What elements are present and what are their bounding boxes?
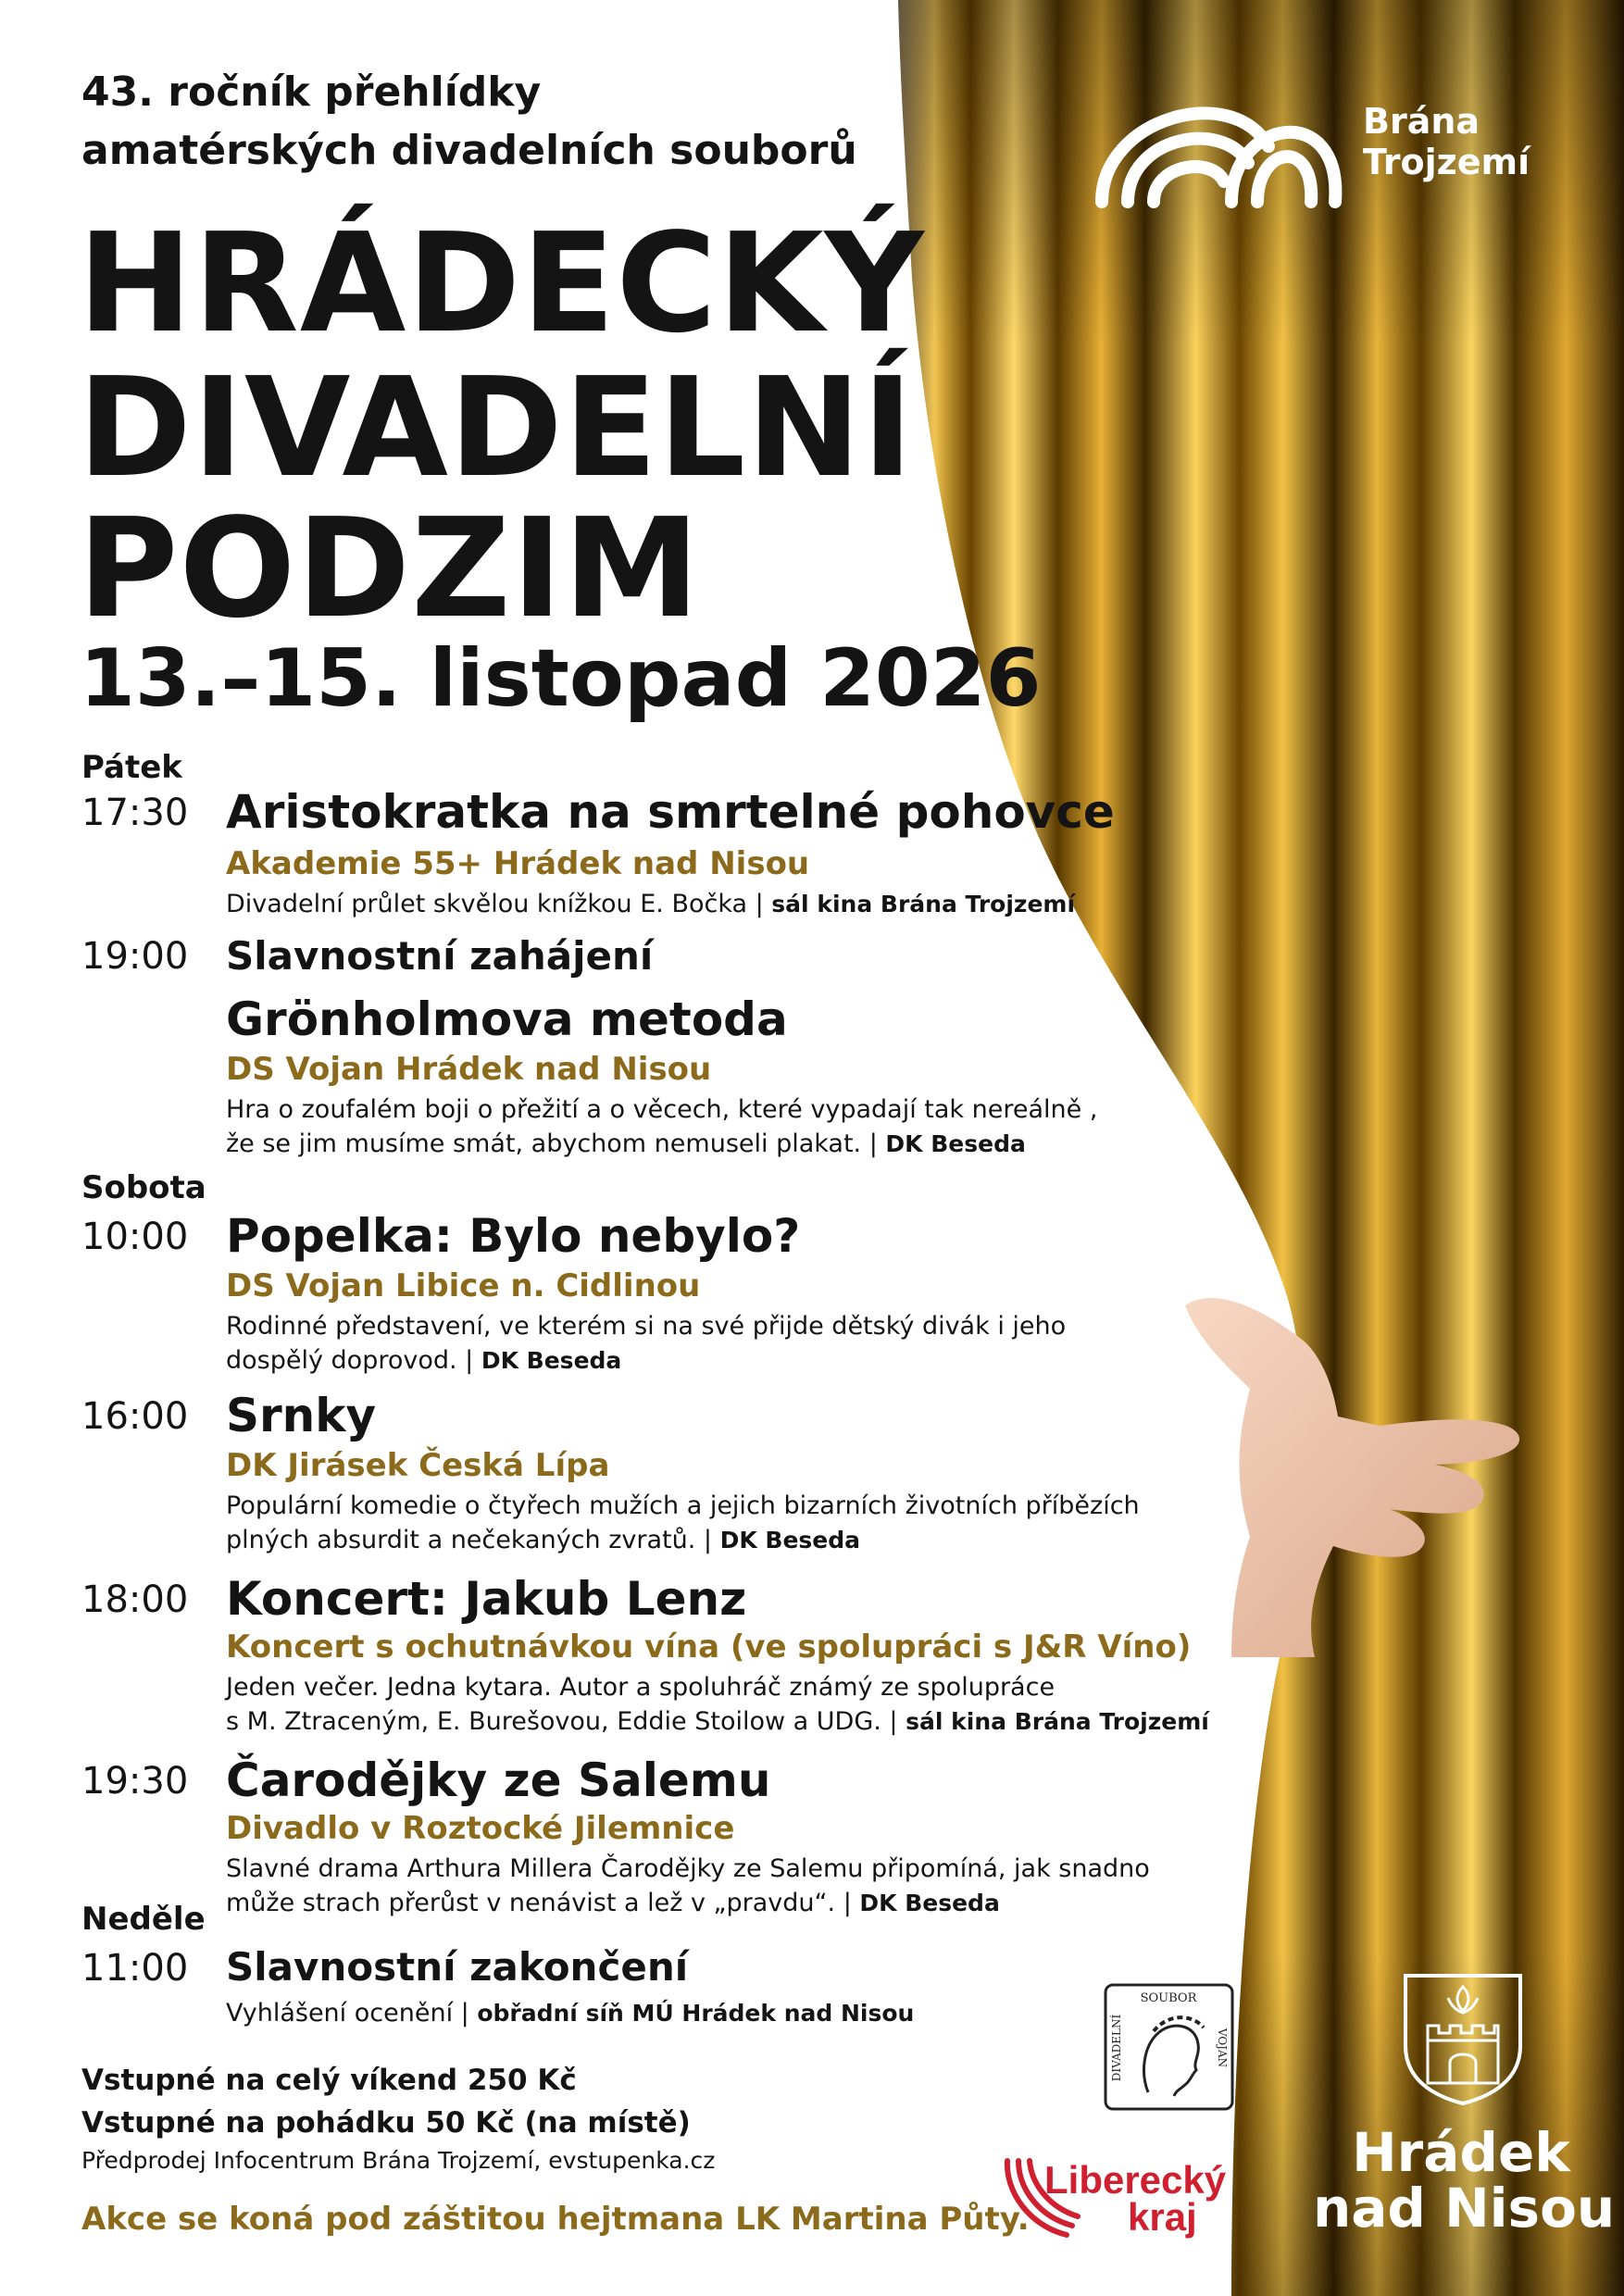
event-description: Jeden večer. Jedna kytara. Autor a spoluhráč známý ze spolupráce s M. Ztraceným, E. Burešovou, Eddie Stoilow a UDG. | sál kina Brána Trojzemí (226, 1673, 1209, 1736)
event-description: Divadelní průlet skvělou knížkou E. Bočka | sál kina Brána Trojzemí (226, 890, 1076, 918)
event-time: 18:00 (81, 1578, 189, 1621)
patronage-note: Akce se koná pod záštitou hejtmana LK Martina Půty. (81, 2201, 1030, 2238)
event-ensemble: Divadlo v Roztocké Jilemnice (226, 1810, 735, 1847)
event-title: Grönholmova metoda (226, 992, 788, 1046)
event-ensemble: DS Vojan Libice n. Cidlinou (226, 1267, 701, 1304)
admission-fairytale: Vstupné na pohádku 50 Kč (na místě) (81, 2106, 691, 2140)
svg-text:DIVADELNÍ: DIVADELNÍ (1110, 2014, 1123, 2082)
festival-title-line-2: DIVADELNÍ (78, 348, 915, 507)
event-time: 10:00 (81, 1216, 189, 1258)
festival-title-line-3: PODZIM (78, 489, 701, 648)
festival-description-line: amatérských divadelních souborů (81, 127, 857, 174)
town-name-line-1: Hrádek (1352, 2121, 1570, 2184)
event-venue: DK Beseda (885, 1130, 1026, 1157)
event-time: 19:30 (81, 1760, 189, 1803)
event-title: Slavnostní zakončení (226, 1944, 689, 1990)
event-venue: sál kina Brána Trojzemí (906, 1708, 1209, 1735)
event-title: Aristokratka na smrtelné pohovce (226, 785, 1115, 839)
festival-date: 13.–15. listopad 2026 (80, 632, 1042, 725)
day-label-saturday: Sobota (81, 1169, 206, 1206)
event-title: Čarodějky ze Salemu (226, 1753, 771, 1807)
event-time: 16:00 (81, 1395, 189, 1438)
brana-logo-line-2: Trojzemí (1363, 142, 1530, 182)
day-label-friday: Pátek (81, 749, 182, 786)
day-label-sunday: Neděle (81, 1901, 206, 1938)
admission-weekend: Vstupné na celý víkend 250 Kč (81, 2064, 577, 2097)
event-description: Rodinné představení, ve kterém si na své přijde dětský divák i jeho dospělý doprovod. | DK Beseda (226, 1312, 1067, 1375)
event-title: Koncert: Jakub Lenz (226, 1572, 747, 1626)
event-time: 17:30 (81, 792, 189, 834)
event-description: Hra o zoufalém boji o přežití a o věcech, které vypadají tak nereálně , že se jim musíme smát, abychom nemuseli plakat. | DK Beseda (226, 1095, 1098, 1158)
event-venue: obřadní síň MÚ Hrádek nad Nisou (477, 2000, 915, 2027)
event-ensemble: Akademie 55+ Hrádek nad Nisou (226, 845, 810, 882)
liberecky-kraj-line-1: Liberecký (1044, 2158, 1227, 2202)
festival-edition-line: 43. ročník přehlídky (81, 69, 542, 116)
event-description: Slavné drama Arthura Millera Čarodějky ze Salemu připomíná, jak snadno může strach přerůst v nenávist a lež v „pravdu“. | DK Beseda (226, 1854, 1150, 1917)
event-time: 11:00 (81, 1947, 189, 1990)
event-venue: sál kina Brána Trojzemí (771, 891, 1076, 917)
town-name-line-2: nad Nisou (1313, 2177, 1616, 2240)
event-ensemble: Koncert s ochutnávkou vína (ve spolupráci s J&R Víno) (226, 1628, 1192, 1666)
event-description: Vyhlášení ocenění | obřadní síň MÚ Hrádek nad Nisou (226, 1999, 915, 2028)
event-title: Srnky (226, 1389, 377, 1442)
hand-holding-curtain-illustration (1176, 1287, 1528, 1657)
event-venue: DK Beseda (719, 1527, 861, 1554)
event-title: Popelka: Bylo nebylo? (226, 1209, 801, 1263)
divadelni-soubor-vojan-logo (1102, 1981, 1236, 2113)
event-venue: DK Beseda (859, 1890, 1000, 1916)
event-time: 19:00 (81, 935, 189, 978)
event-venue: DK Beseda (481, 1347, 622, 1374)
svg-text:SOUBOR: SOUBOR (1140, 1991, 1197, 2005)
liberecky-kraj-line-2: kraj (1128, 2195, 1197, 2239)
event-title: Slavnostní zahájení (226, 933, 654, 979)
presale-info: Předprodej Infocentrum Brána Trojzemí, evstupenka.cz (81, 2147, 716, 2174)
festival-title-line-1: HRÁDECKÝ (78, 204, 925, 363)
hradek-nad-nisou-crest-icon (1400, 1970, 1526, 2107)
brana-logo-line-1: Brána (1363, 101, 1480, 142)
event-description: Populární komedie o čtyřech mužích a jejich bizarních životních příbězích plných absurdit a nečekaných zvratů. | DK Beseda (226, 1491, 1140, 1554)
event-ensemble: DK Jirásek Česká Lípa (226, 1447, 610, 1484)
event-ensemble: DS Vojan Hrádek nad Nisou (226, 1051, 712, 1088)
svg-text:VOJAN: VOJAN (1216, 2028, 1229, 2068)
